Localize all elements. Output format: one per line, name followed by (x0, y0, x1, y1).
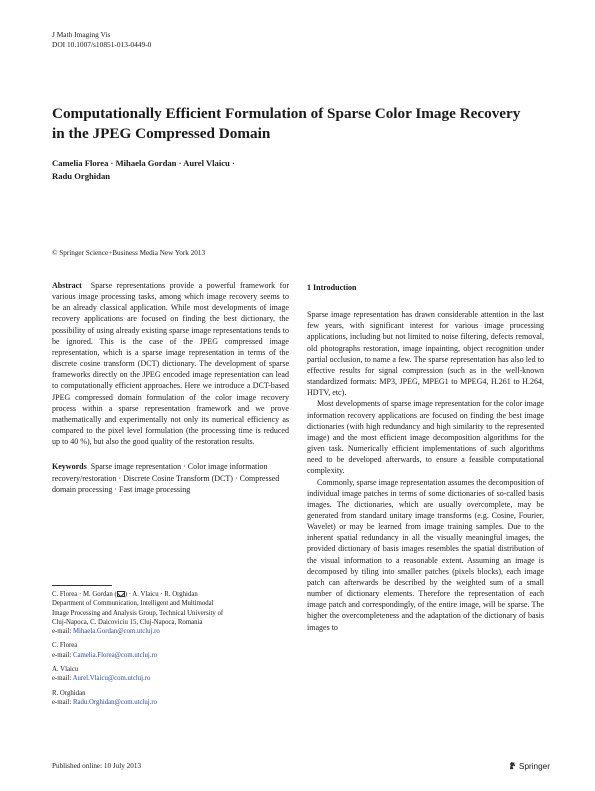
envelope-icon (117, 591, 125, 597)
springer-horse-icon (508, 761, 517, 770)
section-heading: 1 Introduction (307, 283, 357, 292)
doi: DOI 10.1007/s10851-013-0449-0 (52, 40, 152, 49)
email-link-vlaicu[interactable]: Aurel.Vlaicu@com.utcluj.ro (72, 675, 151, 683)
paper-title: Computationally Efficient Formulation of Sparse Color Image Recovery in the JPEG Compressed Domain (52, 105, 521, 142)
footnote-rule (52, 585, 112, 586)
author-list (52, 157, 312, 182)
keywords-label: Keywords (52, 462, 87, 472)
author-line: Radu Orghidan (52, 170, 111, 181)
author-line: Camelia Florea · Mihaela Gordan · Aurel Vlaicu · (52, 158, 235, 168)
abstract-label: Abstract (52, 281, 82, 290)
right-column (307, 280, 544, 633)
running-header (52, 30, 151, 50)
publisher-name: Springer (519, 762, 550, 771)
paragraph: Commonly, sparse image representation assumes the decomposition of individual image patches in terms of some dictionaries of so-called basis images. The dictionaries, which are usually overcomplete, may be generated from standard unitary image transforms (e.g. Cosine, Fourier, Wavelet) or may be learned from image training samples. Due to the inherent spatial redundancy in all the visually meaningful images, the provided dictionary of basis images resembles the spatial distribution of the visual information to a reasonable extent. Assuming an image is decomposed by tiling into smaller patches (pixels blocks), each image patch can afterwards be described by the weighted sum of a small number of dictionary elements. Therefore the representation of each image patch and correspondingly, of the entire image, will be sparse. The higher the overcompleteness and the adaptation of the dictionary of basis images to (307, 477, 544, 632)
email-link-orghidan[interactable]: Radu.Orghidan@com.utcluj.ro (72, 698, 158, 706)
copyright-notice: © Springer Science+Business Media New York 2013 (52, 249, 206, 257)
paragraph: Most developments of sparse image representation for the color image information recovery applications are focused on finding the best image dictionaries (with high redundancy and high similarity to the represented image) and the most efficient image decomposition algorithms for the given task. Numerically efficient implementations of such algorithms need to be developed afterwards, to ensure a feasible computational complexity. (307, 399, 544, 476)
affiliation-block: A. Vlaicu e-mail: Aurel.Vlaicu@com.utcluj.ro (52, 666, 151, 683)
published-date: Published online: 10 July 2013 (52, 762, 142, 770)
email-link-gordan[interactable]: Mihaela.Gordan@com.utcluj.ro (72, 628, 160, 636)
paragraph: Sparse image representation has drawn considerable attention in the last few years, with significant interest for various image processing applications, including but not limited to noise filtering, defects removal, old photographs restoration, image inpainting, object recognition under partial occlusion, to name a few. The sparse representation has also led to effective results for signal compression (such as in the well-known standardized formats: MP3, JPEG, MPEG1 to MPEG4, H.261 to H.264, HDTV, etc). (307, 310, 544, 398)
publisher-mark (508, 761, 550, 771)
affiliations (52, 590, 292, 712)
left-column (52, 280, 289, 495)
keywords (52, 461, 289, 494)
affiliation-block: C. Florea · M. Gordan ( ) · A. Vlaicu · R. Orghidan Department of Communication, Intelligent and Multimodal Image Processing and Analysis Group, Technical University of Cluj-Napoca, C. Daicoviciu 15, Cluj-Napoca, Romania e-mail: Mihaela.Gordan@com.utcluj.ro (52, 591, 224, 636)
keywords-text: Sparse image representation · Color image information recovery/restoration · Discrete Cosine Transform (DCT) · Compressed domain processing · Fast image processing (52, 462, 280, 494)
email-link-florea[interactable]: Camelia.Florea@com.utcluj.ro (72, 651, 158, 659)
abstract-text: Sparse representations provide a powerful framework for various image processing tasks, among which image recovery seems to be an already classical application. While most developments of image recovery applications are focused on finding the best dictionary, the possibility of using already existing sparse image representations tends to be ignored. This is the case of the JPEG compressed image representation, which is a sparse image representation in terms of the discrete cosine transform (DCT) dictionary. The development of sparse frameworks directly on the JPEG encoded image representation can lead to computationally efficient approaches. Here we introduce a DCT-based JPEG compressed domain formulation of the color image recovery process within a sparse representation framework and we prove mathematically and experimentally not only its numerical efficiency as compared to the pixel level formulation (the processing time is reduced up to 40 %), but also the good quality of the restoration results. (52, 281, 289, 447)
affiliation-block: C. Florea e-mail: Camelia.Florea@com.utcluj.ro (52, 642, 158, 659)
journal-name: J Math Imaging Vis (52, 30, 111, 39)
affiliation-block: R. Orghidan e-mail: Radu.Orghidan@com.utcluj.ro (52, 689, 158, 706)
abstract (52, 280, 289, 447)
